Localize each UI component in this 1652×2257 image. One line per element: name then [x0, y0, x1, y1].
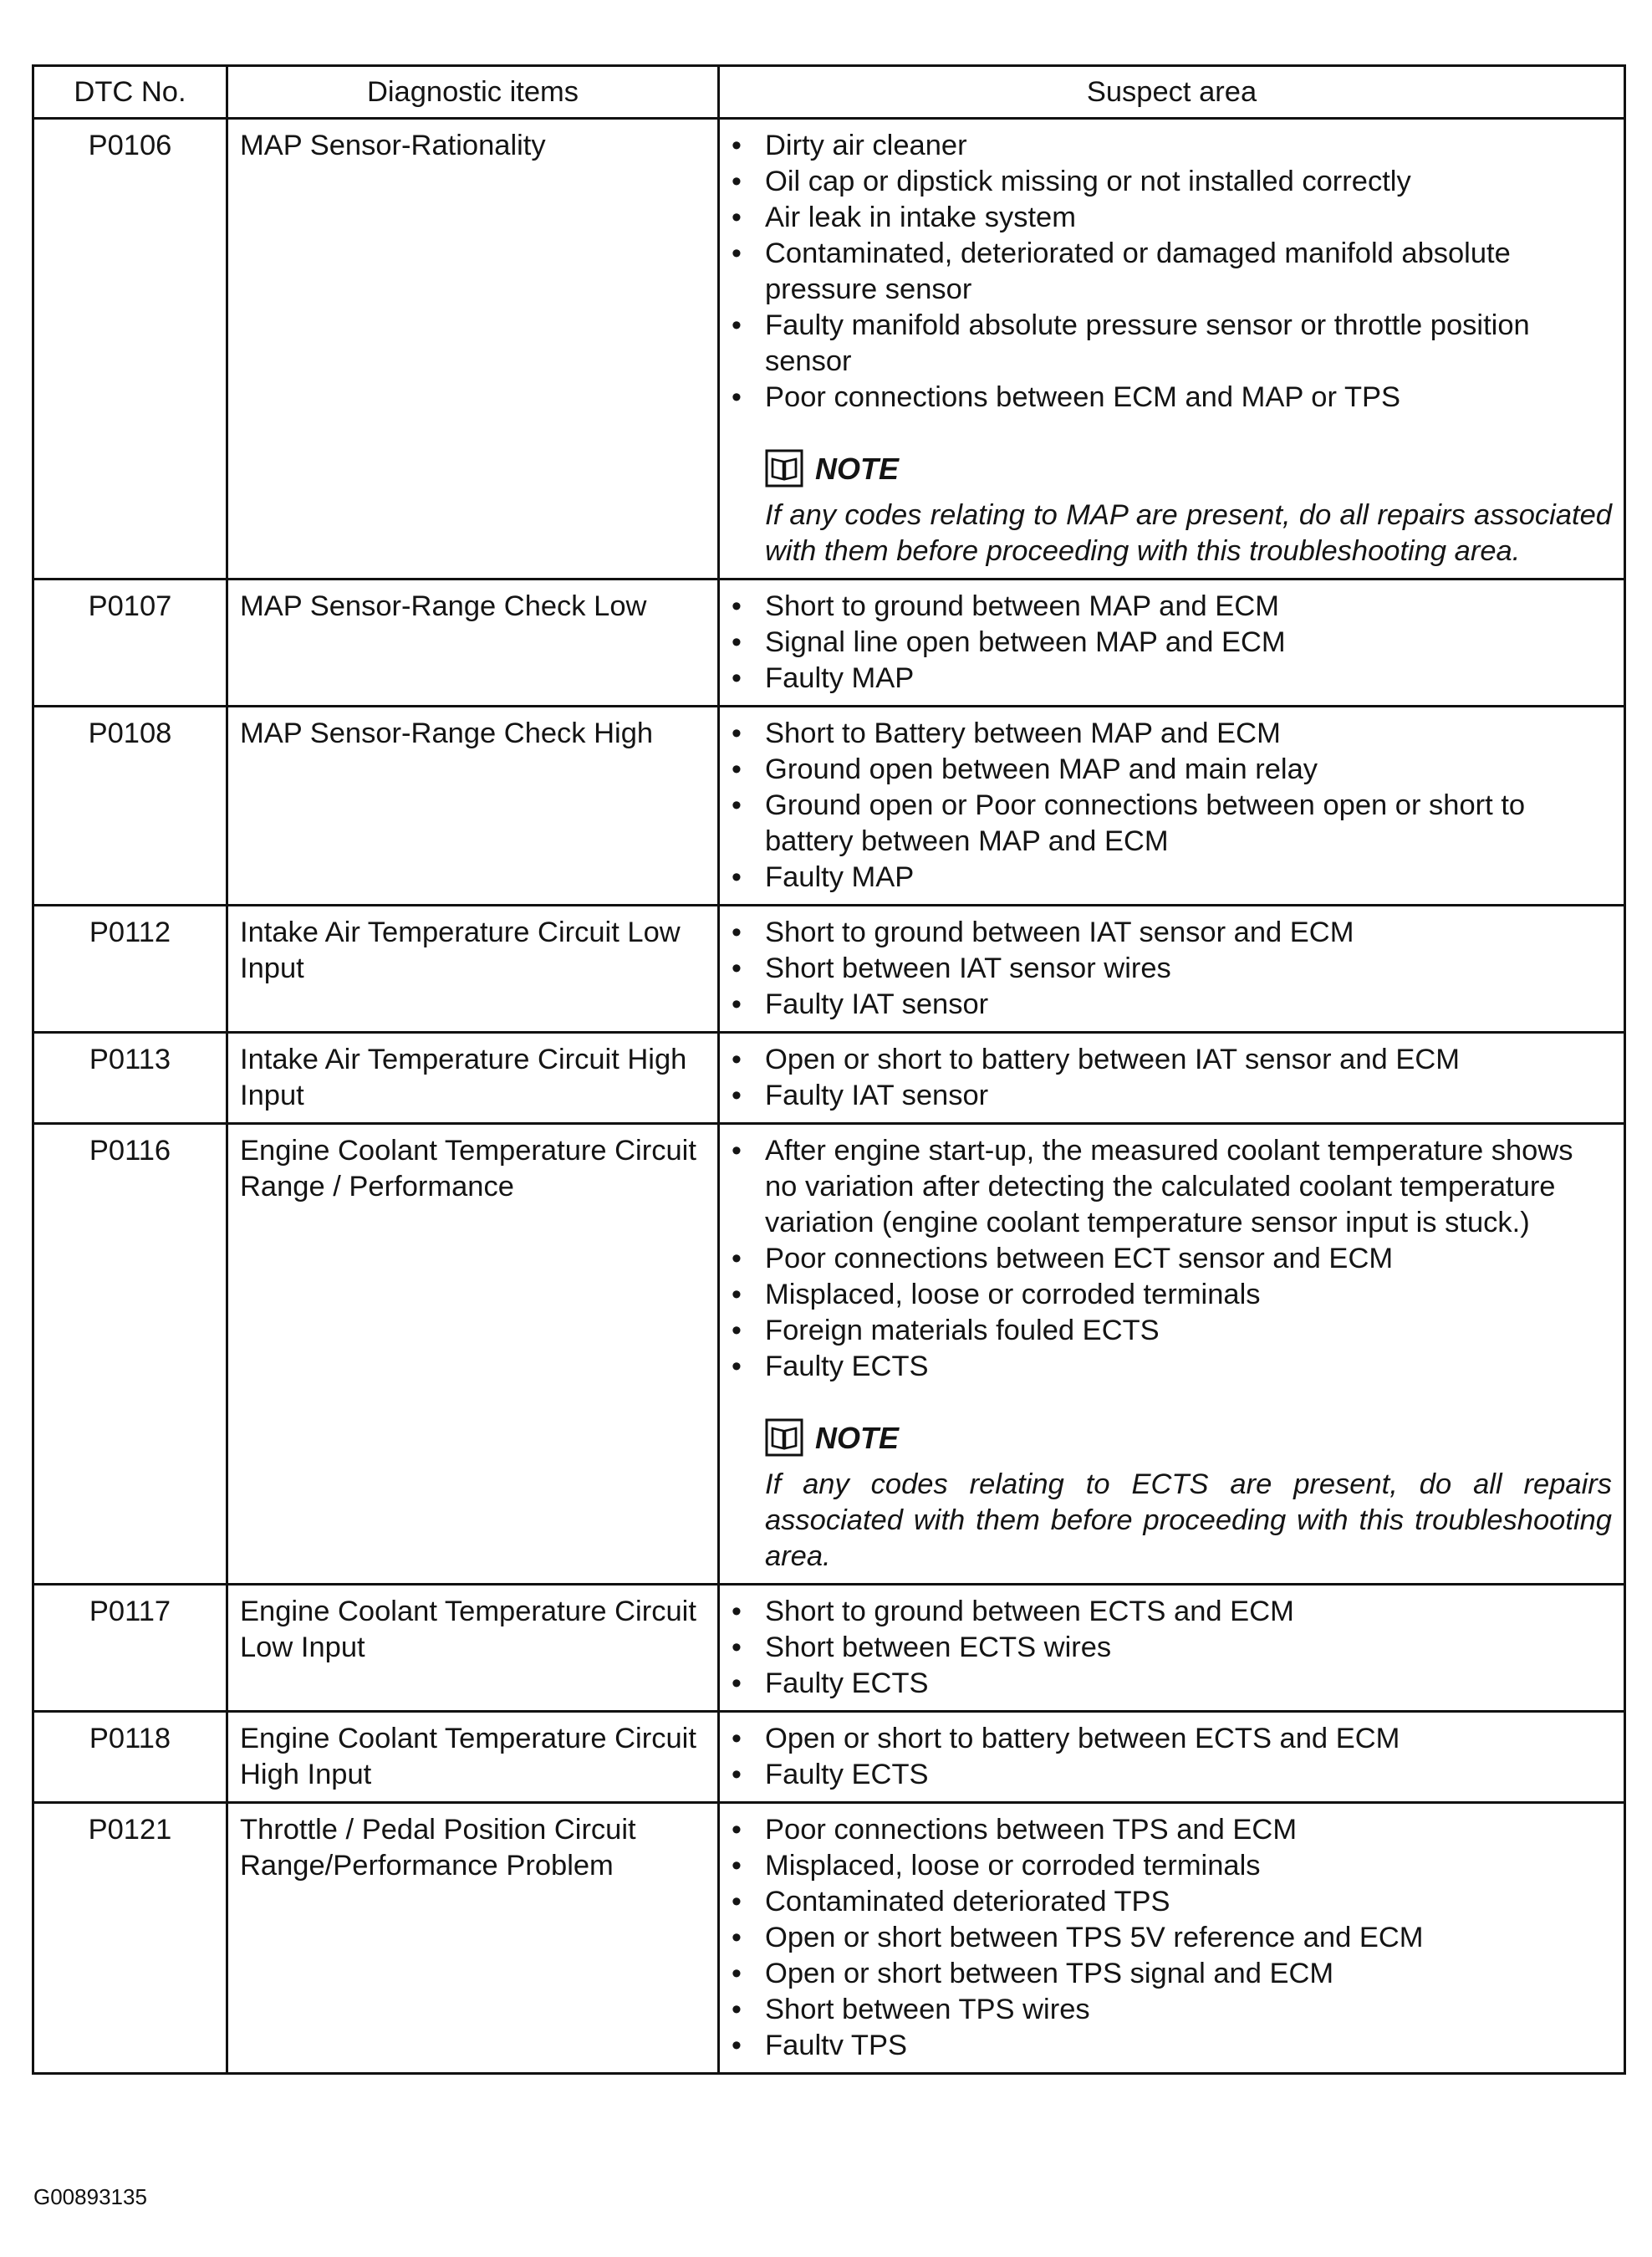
note-block: [732, 1412, 1612, 1575]
diagnostic-item: Engine Coolant Temperature Circuit Low Input: [227, 1585, 719, 1712]
note-text: If any codes relating to ECTS are present, do all repairs associated with them before proceeding with this troubleshooting area.: [765, 1468, 1612, 1572]
table-row: [33, 1124, 1625, 1585]
note-text: If any codes relating to MAP are present, do all repairs associated with them before proceeding with this troubleshooting area.: [765, 499, 1612, 567]
diagnostic-item: Throttle / Pedal Position Circuit Range/Performance Problem: [227, 1803, 719, 2074]
suspect-item: • Ground open between MAP and main relay: [732, 752, 1612, 788]
suspect-item: • Misplaced, loose or corroded terminals: [732, 1277, 1612, 1313]
suspect-item: • Open or short to battery between ECTS and ECM: [732, 1721, 1612, 1757]
dtc-code: P0118: [33, 1712, 227, 1803]
suspect-list: [732, 128, 1612, 416]
suspect-item: • Open or short to battery between IAT sensor and ECM: [732, 1042, 1612, 1078]
suspect-item: • Faulty ECTS: [732, 1666, 1612, 1702]
suspect-area: [719, 1712, 1625, 1803]
suspect-item: • After engine start-up, the measured coolant temperature shows no variation after detecting the calculated coolant temperature variation (engine coolant temperature sensor input is stuck.): [732, 1133, 1612, 1241]
header-diagnostic-items: Diagnostic items: [227, 66, 719, 119]
diagnostic-item: MAP Sensor-Rationality: [227, 119, 719, 580]
diagnostic-item: Intake Air Temperature Circuit Low Input: [227, 906, 719, 1033]
note-title: NOTE: [815, 1420, 900, 1455]
suspect-list: [732, 589, 1612, 697]
suspect-list: [732, 716, 1612, 896]
diagnostic-item: MAP Sensor-Range Check High: [227, 707, 719, 906]
suspect-list: [732, 915, 1612, 1023]
suspect-item: • Faulty MAP: [732, 661, 1612, 697]
note-title: NOTE: [815, 451, 900, 486]
table-row: [33, 707, 1625, 906]
dtc-code: P0117: [33, 1585, 227, 1712]
suspect-list: [732, 1721, 1612, 1793]
diagnostic-item: MAP Sensor-Range Check Low: [227, 580, 719, 707]
figure-id: G00893135: [33, 2184, 147, 2209]
dtc-table: [32, 64, 1626, 2075]
suspect-item: • Faulty ECTS: [732, 1349, 1612, 1385]
suspect-list: [732, 1133, 1612, 1385]
suspect-item: • Signal line open between MAP and ECM: [732, 625, 1612, 661]
table-header-row: [33, 66, 1625, 119]
suspect-area: [719, 1033, 1625, 1124]
dtc-code: P0106: [33, 119, 227, 580]
suspect-item: • Faulty IAT sensor: [732, 1078, 1612, 1114]
table-row: [33, 1585, 1625, 1712]
dtc-code: P0121: [33, 1803, 227, 2074]
suspect-item: • Open or short between TPS signal and ECM: [732, 1956, 1612, 1992]
suspect-item: • Short between ECTS wires: [732, 1630, 1612, 1666]
suspect-item: • Faulty manifold absolute pressure sensor or throttle position sensor: [732, 308, 1612, 380]
suspect-item: • Open or short between TPS 5V reference and ECM: [732, 1920, 1612, 1956]
header-dtc-no: DTC No.: [33, 66, 227, 119]
table-row: [33, 119, 1625, 580]
table-row: [33, 1033, 1625, 1124]
dtc-code: P0112: [33, 906, 227, 1033]
header-suspect-area: Suspect area: [719, 66, 1625, 119]
dtc-code: P0116: [33, 1124, 227, 1585]
suspect-item: • Short between TPS wires: [732, 1992, 1612, 2028]
table-row: [33, 906, 1625, 1033]
diagnostic-item: Engine Coolant Temperature Circuit Range / Performance: [227, 1124, 719, 1585]
diagnostic-item: Engine Coolant Temperature Circuit High Input: [227, 1712, 719, 1803]
suspect-item: • Short to Battery between MAP and ECM: [732, 716, 1612, 752]
suspect-item: • Foreign materials fouled ECTS: [732, 1313, 1612, 1349]
suspect-area: [719, 707, 1625, 906]
suspect-item: • Faulty IAT sensor: [732, 987, 1612, 1023]
suspect-item: • Short to ground between ECTS and ECM: [732, 1594, 1612, 1630]
book-icon: [765, 449, 803, 488]
suspect-item: • Short between IAT sensor wires: [732, 951, 1612, 987]
suspect-item: • Contaminated deteriorated TPS: [732, 1884, 1612, 1920]
suspect-item: • Misplaced, loose or corroded terminals: [732, 1848, 1612, 1884]
table-body: [33, 119, 1625, 2074]
suspect-item: • Faulty MAP: [732, 860, 1612, 896]
suspect-list: [732, 1042, 1612, 1114]
suspect-item: • Ground open or Poor connections between open or short to battery between MAP and ECM: [732, 788, 1612, 860]
table-row: [33, 1712, 1625, 1803]
book-icon: [765, 1418, 803, 1457]
suspect-area: [719, 119, 1625, 580]
suspect-item: • Poor connections between TPS and ECM: [732, 1812, 1612, 1848]
suspect-item: • Short to ground between MAP and ECM: [732, 589, 1612, 625]
suspect-area: [719, 1585, 1625, 1712]
suspect-item: • Poor connections between ECM and MAP or TPS: [732, 380, 1612, 416]
suspect-area: [719, 1803, 1625, 2074]
suspect-list: [732, 1594, 1612, 1702]
dtc-code: P0107: [33, 580, 227, 707]
suspect-item: • Air leak in intake system: [732, 200, 1612, 236]
diagnostic-item: Intake Air Temperature Circuit High Input: [227, 1033, 719, 1124]
suspect-item: • Dirty air cleaner: [732, 128, 1612, 164]
suspect-item: • Contaminated, deteriorated or damaged manifold absolute pressure sensor: [732, 236, 1612, 308]
suspect-item: • Faultv TPS: [732, 2028, 1612, 2064]
table-row: [33, 580, 1625, 707]
note-block: [732, 442, 1612, 569]
suspect-item: • Oil cap or dipstick missing or not installed correctly: [732, 164, 1612, 200]
suspect-item: • Poor connections between ECT sensor and ECM: [732, 1241, 1612, 1277]
suspect-item: • Faulty ECTS: [732, 1757, 1612, 1793]
suspect-area: [719, 1124, 1625, 1585]
suspect-list: [732, 1812, 1612, 2064]
suspect-area: [719, 580, 1625, 707]
note-header: [765, 442, 1612, 494]
suspect-item: • Short to ground between IAT sensor and ECM: [732, 915, 1612, 951]
note-header: [765, 1412, 1612, 1463]
suspect-area: [719, 906, 1625, 1033]
table-row: [33, 1803, 1625, 2074]
dtc-code: P0113: [33, 1033, 227, 1124]
dtc-code: P0108: [33, 707, 227, 906]
